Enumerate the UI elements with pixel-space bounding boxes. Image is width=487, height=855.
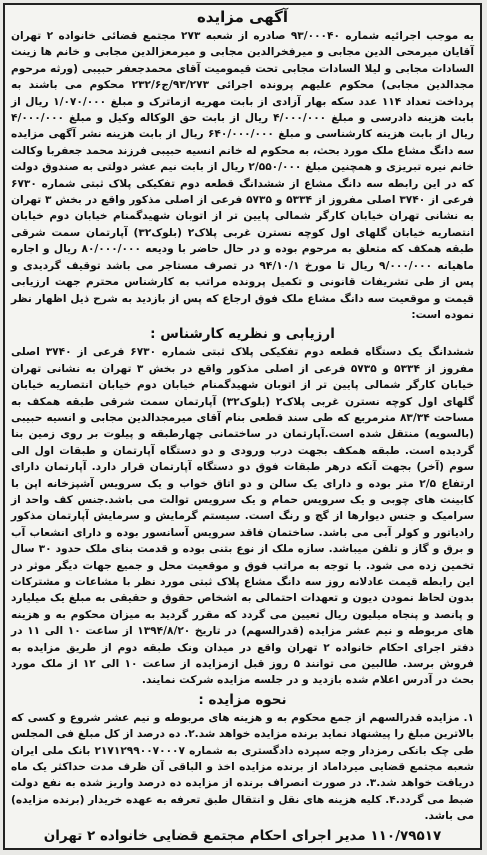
auction-method-paragraph: ۱. مزایده قدرالسهم از جمع محکوم به و هزینه های مربوطه و نیم عشر شروع و کسی که بالاترین مبلغ را پیشنهاد نماید برنده مزایده خواهد شد.۲. ده درصد از کل مبلغ فی المجلس طی چک بانکی رمزدار وجه سپرده دادگستری به شماره ۲۱۷۱۲۹۹۰۰۷۰۰۰۷ بانک ملی ایران شعبه مجتمع قضایی میرداماد از برنده مزایده اخذ و الباقی آن ظرف مدت حداکثر یک ماه دریافت خواهد شد.۳. در صورت انصراف برنده از مزایده ده درصد واریز شده به نفع دولت ضبط می گردد.۴. کلیه هزینه های نقل و انتقال طبق تعرفه به عهده خریدار (برنده مزایده) می باشد. (11, 711, 475, 823)
notice-footer-signature: ۱۱۰/۷۹۵۱۷ مدیر اجرای احکام مجتمع قضایی خانواده ۲ تهران (43, 828, 442, 844)
auction-method-title: نحوه مزایده : (198, 691, 287, 708)
appraisal-paragraph: ششدانگ یک دستگاه قطعه دوم تفکیکی پلاک ثبتی شماره ۶۷۳۰ فرعی از ۳۷۴۰ اصلی مفروز از ۵۳۳۴ و ۵۷۳۵ فرعی از اصلی مذکور واقع در بخش ۳ تهران به نشانی تهران خیابان کارگر شمالی پایین تر از اتوبان شهیدگمنام خیابان دوم خیابان انتصاریه خیابان گلهای اول کوچه نسترن غربی پلاک۲ (بلوک۳۲) آپارتمان سمت شرقی طبقه همکف به مساحت ۸۳/۳۴ مترمربع که طی سند قطعی بنام آقای میرمجدالدین مجابی و انسیه حبیبی (بالسویه) منتقل شده است.آپارتمان در ساختمانی چهارطبقه و پیلوت بر روی زمین بنا گردیده است. طبقه همکف بجهت درب ورودی و دو دستگاه آپارتمان و طبقات اول الی سوم (آخر) بجهت آنکه درهر طبقات فوق دو دستگاه آپارتمان قرار دارد. آپارتمان دارای ارتفاع ۲/۵ متر بوده و دارای یک سالن و دو اتاق خواب و یک سرویس آشپزخانه اپن با کابینت های چوبی و یک سرویس حمام و یک سرویس توالت می باشد.جنس کف واحد از سرامیک و جنس دیوارها از گچ و رنگ است. سیستم گرمایش و سرمایش آپارتمان مذکور رادیاتور و کولر آبی می باشد. ساختمان فاقد سرویس آسانسور بوده و دارای انشعاب آب و برق و گاز و تلفن میباشد. سازه ملک از نوع بتنی بوده و قدمت بنای ملک حدود ۳۰ سال تخمین زده می شود. با توجه به مراتب فوق و موقعیت محل و جمیع جهات دیگر موثر در این رابطه قیمت عادلانه روز سه دانگ مشاع پلاک ثبتی مورد نظر با مشاعات و مشترکات بدون لحاظ نمودن دیون و تعهدات احتمالی به اشخاص حقوق و حقیقی به مبلغ یک میلیارد و پانصد و پنجاه میلیون ریال تعیین می گردد که مقرر گردید به میزان محکوم به و هزینه های مربوطه و نیم عشر مزایده (قدرالسهم) در تاریخ ۱۳۹۴/۸/۲۰ از ساعت ۱۰ الی ۱۱ در دفتر اجرای احکام خانواده ۲ تهران واقع در میدان ونک طبقه دوم از طریق مزایده به فروش برسد. طالبین می توانند ۵ روز قبل ازمزایده از ساعت ۱۰ الی ۱۲ از ملک مورد بحث در آدرس اعلام شده بازدید و در جلسه مزایده شرکت نمایند. (11, 346, 475, 687)
notice-title: آگهی مزایده (196, 8, 289, 26)
notice-intro-paragraph: به موجب اجرائیه شماره ۹۳/۰۰۰۴۰ صادره از شعبه ۲۷۳ مجتمع قضائی خانواده ۲ تهران آقایان میرمحی الدین مجابی و میرفخرالدین مجابی و میرمعزالدین مجابی و خانم ها زینت السادات مجابی و لیلا السادات مجابی تحت قیمومیت آقای محمدجعفر حبیبی (ورثه مرحوم مجدالدین مجابی) محکوم علیهم پرونده اجرائی ۹۳/۲۷۳/ج۲۳۲/۶ محکوم می باشند به پرداخت تعداد ۱۱۴ عدد سکه بهار آزادی از بابت مهریه ازماترک و مبلغ ۱/۰۷۰/۰۰۰ ریال از بابت هزینه دادرسی و مبلغ ۴/۰۰۰/۰۰۰ ریال از بابت حق الوکاله وکیل و مبلغ ۴/۰۰۰/۰۰۰ ریال از بابت هزینه کارشناسی و مبلغ ۶۴۰/۰۰۰/۰۰۰ ریال از بابت هزینه نشر آگهی مزایده سه دانگ مشاع ملک مورد بحث، به محکوم له خانم انسیه حبیبی فرزند محمد جعفربا وکالت خانم نیره تبریزی و همچنین مبلغ ۲/۵۵۰/۰۰۰ ریال از بابت نیم عشر دولتی به صندوق دولت که در این رابطه سه دانگ مشاع از ششدانگ قطعه دوم تفکیکی پلاک ثبتی شماره ۶۷۳۰ فرعی از ۳۷۴۰ اصلی مفروز از ۵۳۳۴ و ۵۷۳۵ فرعی از اصلی مذکور واقع در بخش ۳ تهران به نشانی تهران خیابان کارگر شمالی پایین تر از اتوبان شهیدگمنام خیابان دوم خیابان انتصاریه خیابان گلهای اول کوچه نسترن غربی پلاک۲ (بلوک۳۲) آپارتمان سمت شرقی طبقه همکف که متعلق به مرحوم بوده و در حال حاضر با ودیعه ۸۰/۰۰۰/۰۰۰ ریال و اجاره ماهیانه ۹/۰۰۰/۰۰۰ ریال تا مورخ ۹۴/۱۰/۱ در تصرف مستاجر می باشد توقیف گردیدی و پس از طی تشریفات قانونی و تکمیل پرونده مراتب به کارشناس محترم جهت ارزیابی قیمت و موقعیت سه دانگ مشاع ملک فوق ارجاع که پس از بازدید به شرح ذیل اظهار نظر نموده است: (11, 30, 475, 321)
notice-clipping (3, 3, 482, 850)
appraisal-section-title: ارزیابی و نظریه کارشناس : (150, 326, 335, 343)
